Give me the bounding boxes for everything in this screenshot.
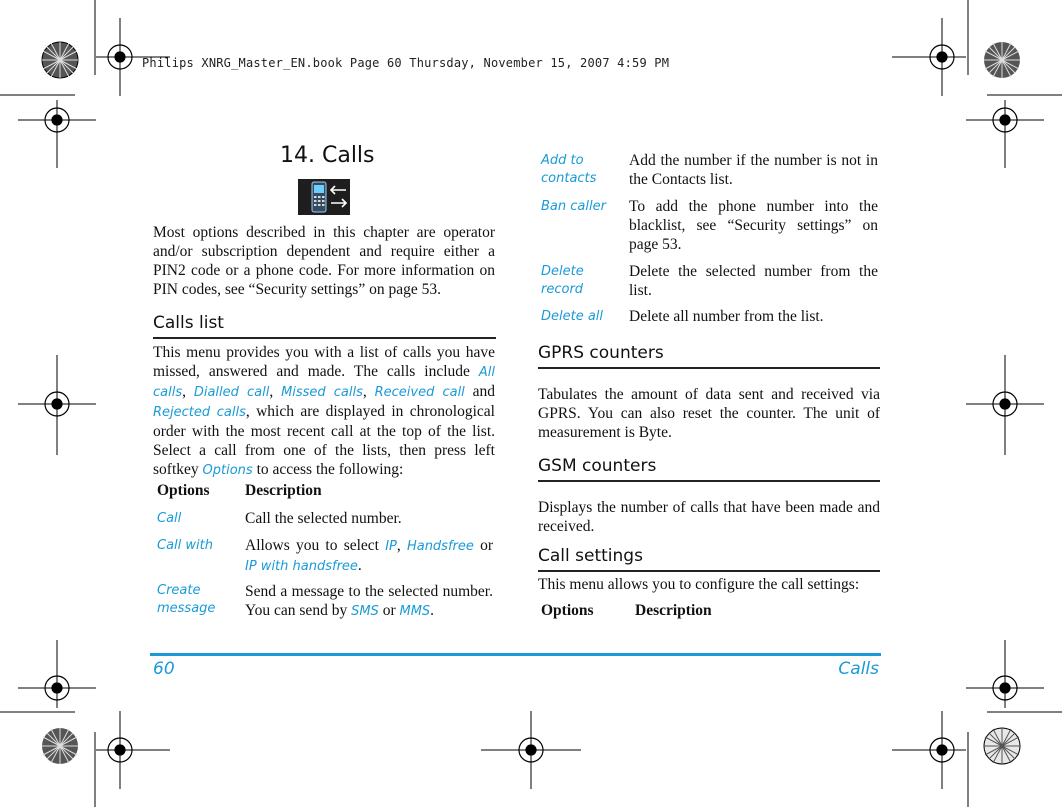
- calls-list-heading: Calls list: [153, 313, 224, 333]
- option-create-message-label: Create message: [157, 583, 216, 616]
- link-rejected-calls: Rejected calls: [153, 405, 246, 420]
- link-all-calls: All calls: [153, 365, 495, 400]
- link-missed-calls: Missed calls: [281, 385, 363, 400]
- options-softkey-term: Options: [202, 463, 253, 478]
- term-mms: MMS: [399, 604, 431, 619]
- desc-text: Allows you to select: [245, 537, 386, 554]
- link-received-call: Received call: [374, 385, 465, 400]
- option-call-desc: Call the selected number.: [245, 510, 402, 527]
- term-ip: IP: [385, 539, 397, 554]
- call-settings-rule: [538, 570, 880, 572]
- sep: ,: [269, 383, 282, 400]
- link-dialled-call: Dialled call: [193, 385, 270, 400]
- option-delete-all-label: Delete all: [541, 309, 604, 324]
- sep: or: [378, 602, 400, 619]
- option-ban-caller-desc: To add the phone number into the blacklist, see “Security settings” on page 53.: [629, 198, 878, 253]
- term-ip-with-handsfree: IP with handsfree: [245, 559, 358, 574]
- footer-rule: [150, 653, 881, 656]
- option-delete-record-desc: Delete the selected number from the list.: [629, 263, 878, 299]
- calls-list-text-1: This menu provides you with a list of calls you have missed, answered and made. The calls include: [153, 344, 495, 380]
- sep: ,: [182, 383, 194, 400]
- chapter-title: 14. Calls: [280, 143, 375, 168]
- sep: and: [464, 383, 496, 400]
- option-ban-caller-label: Ban caller: [541, 199, 606, 214]
- sep: .: [430, 602, 435, 619]
- table-header-description: Description: [245, 482, 322, 499]
- option-call-with-label: Call with: [157, 538, 213, 553]
- intro-paragraph: Most options described in this chapter are operator and/or subscription dependent and require either a PIN2 code or a phone code. For more information on PIN codes, see “Security settings” on page 53.: [153, 224, 495, 298]
- phone-calls-icon: [298, 179, 350, 215]
- call-settings-heading: Call settings: [538, 546, 643, 566]
- option-add-to-contacts-desc: Add the number if the number is not in the Contacts list.: [629, 152, 878, 188]
- settings-table-header-description: Description: [635, 602, 712, 619]
- desc-text: Send a message to the selected number. You can send by: [245, 583, 493, 619]
- term-sms: SMS: [351, 604, 379, 619]
- sep: .: [357, 557, 362, 574]
- term-handsfree: Handsfree: [406, 539, 474, 554]
- calls-list-text-3: to access the following:: [252, 461, 404, 478]
- option-add-to-contacts-label: Add to contacts: [541, 153, 597, 186]
- calls-list-rule: [153, 337, 496, 339]
- option-delete-all-desc: Delete all number from the list.: [629, 308, 824, 325]
- settings-table-header-options: Options: [541, 602, 594, 619]
- gprs-counters-heading: GPRS counters: [538, 343, 664, 363]
- page-number: 60: [153, 659, 175, 679]
- option-call-label: Call: [157, 511, 182, 526]
- sep: or: [473, 537, 494, 554]
- option-call-with-desc: [245, 536, 493, 576]
- option-create-message-desc: [245, 582, 493, 621]
- table-header-options: Options: [157, 482, 210, 499]
- option-delete-record-label: Delete record: [541, 264, 584, 297]
- sep: ,: [396, 537, 407, 554]
- gsm-paragraph: Displays the number of calls that have been made and received.: [538, 499, 880, 535]
- book-header-strip: Philips XNRG_Master_EN.book Page 60 Thursday, November 15, 2007 4:59 PM: [142, 56, 670, 70]
- gsm-counters-heading: GSM counters: [538, 456, 657, 476]
- calls-list-text-2: , which are displayed in chronological order with the most recent call at the top of the list. Select a call from one of the lists, then press left softkey: [153, 403, 495, 478]
- gsm-rule: [538, 480, 880, 482]
- gprs-paragraph: Tabulates the amount of data sent and received via GPRS. You can also reset the counter. The unit of measurement is Byte.: [538, 386, 880, 441]
- call-settings-paragraph: This menu allows you to configure the call settings:: [538, 576, 860, 593]
- footer-section-name: Calls: [838, 659, 879, 679]
- sep: ,: [362, 383, 375, 400]
- gprs-rule: [538, 367, 880, 369]
- calls-list-paragraph: [153, 343, 495, 480]
